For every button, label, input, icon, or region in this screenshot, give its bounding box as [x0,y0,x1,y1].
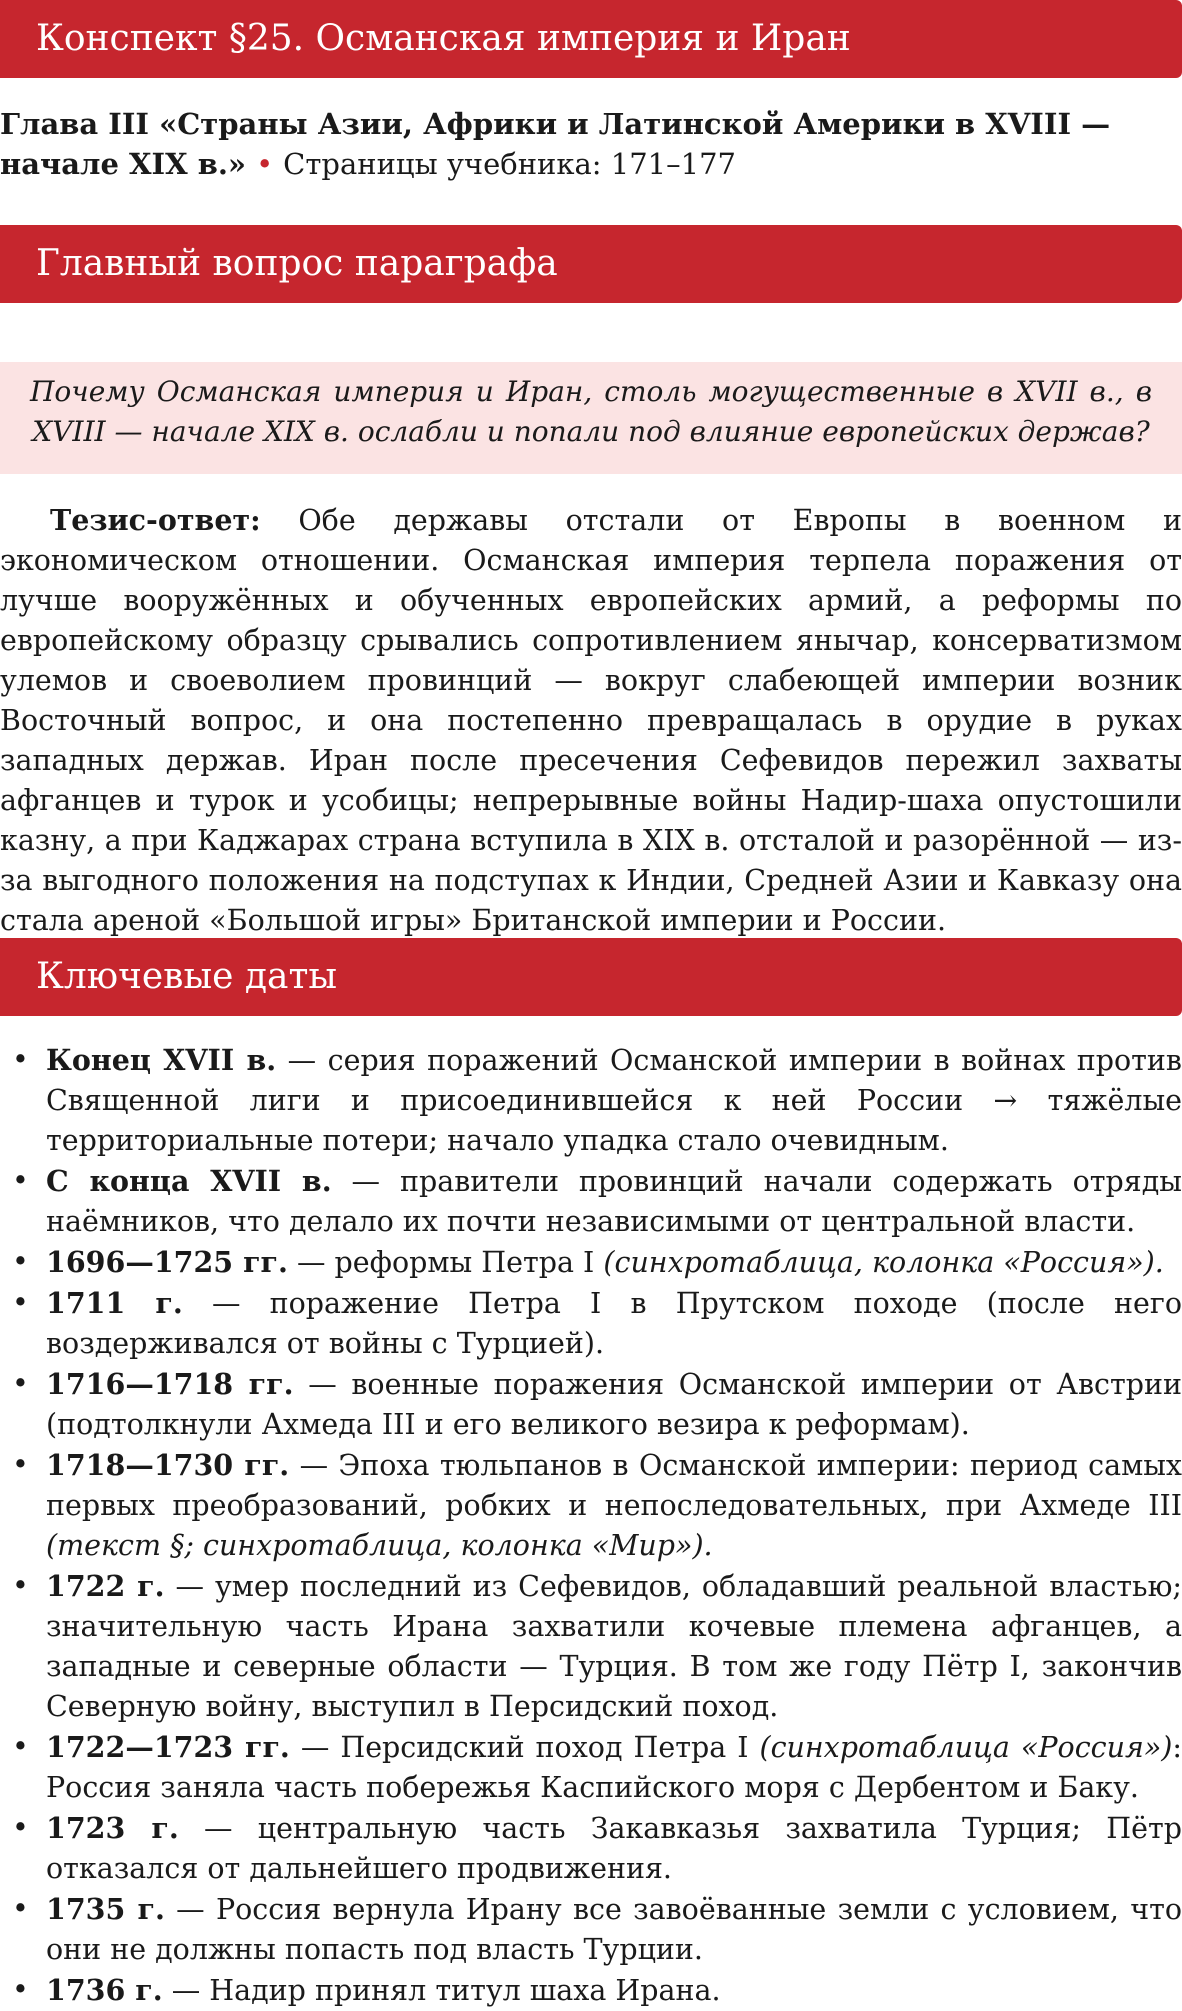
date-text: — военные поражения Османской империи от Австрии (подтолкнули Ахмеда III и его великого везира к реформам). [46,1368,1182,1441]
list-item [0,1283,1182,1364]
date: 1711 г. [46,1286,183,1320]
page-title-banner [0,0,1182,78]
list-item [0,1970,1182,2011]
list-item [0,1445,1182,1566]
chapter-label: Глава III «Страны Азии, Африки и Латинской Америки в XVIII — начале XIX в.» [0,107,1111,181]
chapter-pages: Страницы учебника: 171–177 [283,147,736,181]
date-text: — реформы Петра I [287,1246,604,1279]
date-note: (синхротаблица, колонка «Россия»). [603,1246,1164,1279]
date-text: — Надир принял титул шаха Ирана. [162,1974,721,2007]
date: 1716—1718 гг. [46,1367,294,1401]
bullet: • [12,1730,29,1763]
main-question-heading: Главный вопрос параграфа [36,243,558,284]
list-item [0,1808,1182,1889]
date: С конца XVII в. [46,1164,332,1198]
date-text: — Россия вернула Ирану все завоёванные земли с условием, что они не должны попасть под власть Турции. [46,1893,1182,1966]
date-text: — серия поражений Османской империи в войнах против Священной лиги и присоединившейся к ней России → тяжёлые территориальные потери; начало упадка стало очевидным. [46,1044,1182,1157]
date: 1723 г. [46,1811,179,1845]
main-question-text: Почему Османская империя и Иран, столь могущественные в XVII в., в XVIII — начале XIX в. ослабли и попали под влияние европейских держав? [30,375,1152,448]
date: 1722—1723 гг. [46,1730,290,1764]
bullet: • [12,1569,29,1602]
date: 1735 г. [46,1892,165,1926]
list-item [0,1364,1182,1445]
bullet: • [12,1164,29,1197]
list-item [0,1242,1182,1283]
date-text: — умер последний из Сефевидов, обладавший реальной властью; значительную часть Ирана захватили кочевые племена афганцев, а западные и северные области — Турция. В том же году Пётр I, закончив Северную войну, выступил в Персидский поход. [46,1570,1182,1723]
bullet: • [12,1245,29,1278]
chapter-info [0,104,1182,184]
date-text-tail: : Россия заняла часть побережья Каспийского моря с Дербентом и Баку. [46,1731,1182,1804]
chapter-separator: • [256,147,274,181]
list-item [0,1040,1182,1161]
date: Конец XVII в. [46,1043,277,1077]
bullet: • [12,1043,29,1076]
list-item [0,1161,1182,1242]
list-item [0,1566,1182,1727]
date-text: — Эпоха тюльпанов в Османской империи: период самых первых преобразований, робких и непоследовательных, при Ахмеде III [46,1449,1182,1522]
key-dates-list [0,1040,1182,2011]
page-title: Конспект §25. Османская империя и Иран [36,18,851,59]
date-text: — поражение Петра I в Прутском походе (после него воздерживался от войны с Турцией). [46,1287,1182,1360]
bullet: • [12,1973,29,2006]
date: 1696—1725 гг. [46,1245,288,1279]
bullet: • [12,1892,29,1925]
date-note: (текст §; синхротаблица, колонка «Мир»). [46,1529,713,1562]
bullet: • [12,1367,29,1400]
date: 1718—1730 гг. [46,1448,290,1482]
thesis-answer [0,500,1182,941]
date-note: (синхротаблица «Россия») [759,1731,1173,1764]
key-dates-heading: Ключевые даты [36,956,338,997]
list-item [0,1727,1182,1808]
list-item [0,1889,1182,1970]
date-text: — центральную часть Закавказья захватила Турция; Пётр отказался от дальнейшего продвижения. [46,1812,1182,1885]
thesis-text: Обе державы отстали от Европы в военном и экономическом отношении. Османская империя терпела поражения от лучше вооружённых и обученных европейских армий, а реформы по европейскому образцу срывались сопротивлением янычар, консерватизмом улемов и своеволием провинций — вокруг слабеющей империи возник Восточный вопрос, и она постепенно превращалась в орудие в руках западных держав. Иран после пресечения Сефевидов пережил захваты афганцев и турок и усобицы; непрерывные войны Надир-шаха опустошили казну, а при Каджарах страна вступила в XIX в. отсталой и разорённой — из-за выгодного положения на подступах к Индии, Средней Азии и Кавказу она стала ареной «Большой игры» Британской империи и России. [0,504,1182,937]
bullet: • [12,1448,29,1481]
date: 1722 г. [46,1569,165,1603]
bullet: • [12,1286,29,1319]
bullet: • [12,1811,29,1844]
main-question-box [0,362,1182,474]
main-question-banner [0,225,1182,303]
thesis-lead: Тезис-ответ: [50,503,261,537]
key-dates-banner [0,938,1182,1016]
date-text: — правители провинций начали содержать отряды наёмников, что делало их почти независимыми от центральной власти. [46,1165,1182,1238]
date: 1736 г. [46,1973,163,2007]
date-text: — Персидский поход Петра I [289,1731,760,1764]
